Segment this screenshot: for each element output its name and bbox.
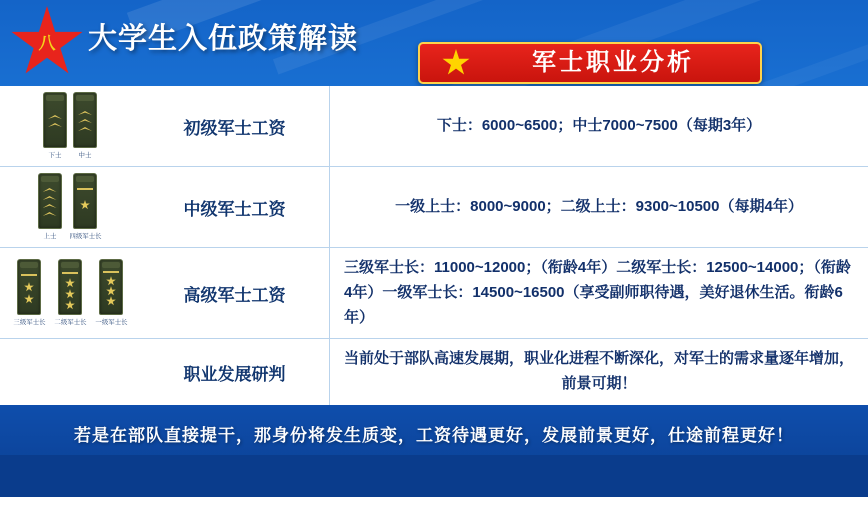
insignia-label: 三级军士长 bbox=[12, 319, 46, 326]
insignia-item bbox=[53, 259, 88, 327]
epaulette-icon bbox=[58, 259, 82, 315]
page-title: 大学生入伍政策解读 bbox=[88, 23, 359, 55]
insignia-label: 四级军士长 bbox=[68, 233, 102, 240]
table-row bbox=[0, 248, 868, 339]
insignia-label: 上士 bbox=[43, 233, 56, 240]
banner-star-icon bbox=[442, 49, 470, 77]
epaulette-icon bbox=[73, 173, 97, 229]
row-value: 三级军士长：11000~12000；（衔龄4年）二级军士长：12500~14000；（衔龄4年）一级军士长：14500~16500（享受副师职待遇，美好退休生活。衔龄6年） bbox=[344, 259, 851, 326]
content-table bbox=[0, 86, 868, 405]
insignia-item bbox=[94, 259, 129, 327]
insignia-item bbox=[12, 259, 47, 327]
rank-insignia-cell bbox=[0, 167, 140, 247]
insignia-item bbox=[43, 92, 67, 160]
footer-note: 若是在部队直接提干，那身份将发生质变，工资待遇更好，发展前景更好，仕途前程更好！ bbox=[74, 425, 794, 445]
row-label: 职业发展研判 bbox=[140, 339, 330, 405]
bottom-band bbox=[0, 455, 868, 497]
poster-header bbox=[0, 0, 868, 86]
insignia-item bbox=[38, 173, 62, 241]
rank-insignia-cell bbox=[0, 248, 140, 338]
row-value: 当前处于部队高速发展期，职业化进程不断深化，对军士的需求量逐年增加，前景可期！ bbox=[344, 350, 855, 392]
row-label: 初级军士工资 bbox=[140, 86, 330, 166]
rank-insignia-cell bbox=[0, 339, 140, 405]
epaulette-icon bbox=[17, 259, 41, 315]
insignia-label: 下士 bbox=[48, 152, 62, 159]
army-star-icon bbox=[10, 6, 84, 80]
table-row bbox=[0, 86, 868, 167]
emblem-character: 八 bbox=[38, 34, 56, 53]
epaulette-icon bbox=[43, 92, 67, 148]
insignia-item bbox=[73, 92, 97, 160]
insignia-label: 中士 bbox=[78, 152, 92, 159]
epaulette-icon bbox=[38, 173, 62, 229]
epaulette-icon bbox=[99, 259, 123, 315]
row-label: 中级军士工资 bbox=[140, 167, 330, 247]
table-row bbox=[0, 339, 868, 405]
rank-insignia-cell bbox=[0, 86, 140, 166]
table-row bbox=[0, 167, 868, 248]
epaulette-icon bbox=[73, 92, 97, 148]
banner-title: 军士职业分析 bbox=[532, 49, 694, 76]
insignia-item bbox=[68, 173, 103, 241]
insignia-label: 二级军士长 bbox=[53, 319, 87, 326]
row-label: 高级军士工资 bbox=[140, 248, 330, 338]
row-value: 下士：6000~6500；中士7000~7500（每期3年） bbox=[436, 116, 762, 134]
section-banner bbox=[418, 42, 762, 84]
bottom-edge bbox=[0, 497, 868, 511]
insignia-label: 一级军士长 bbox=[94, 319, 128, 326]
row-value: 一级上士：8000~9000；二级上士：9300~10500（每期4年） bbox=[395, 197, 803, 215]
